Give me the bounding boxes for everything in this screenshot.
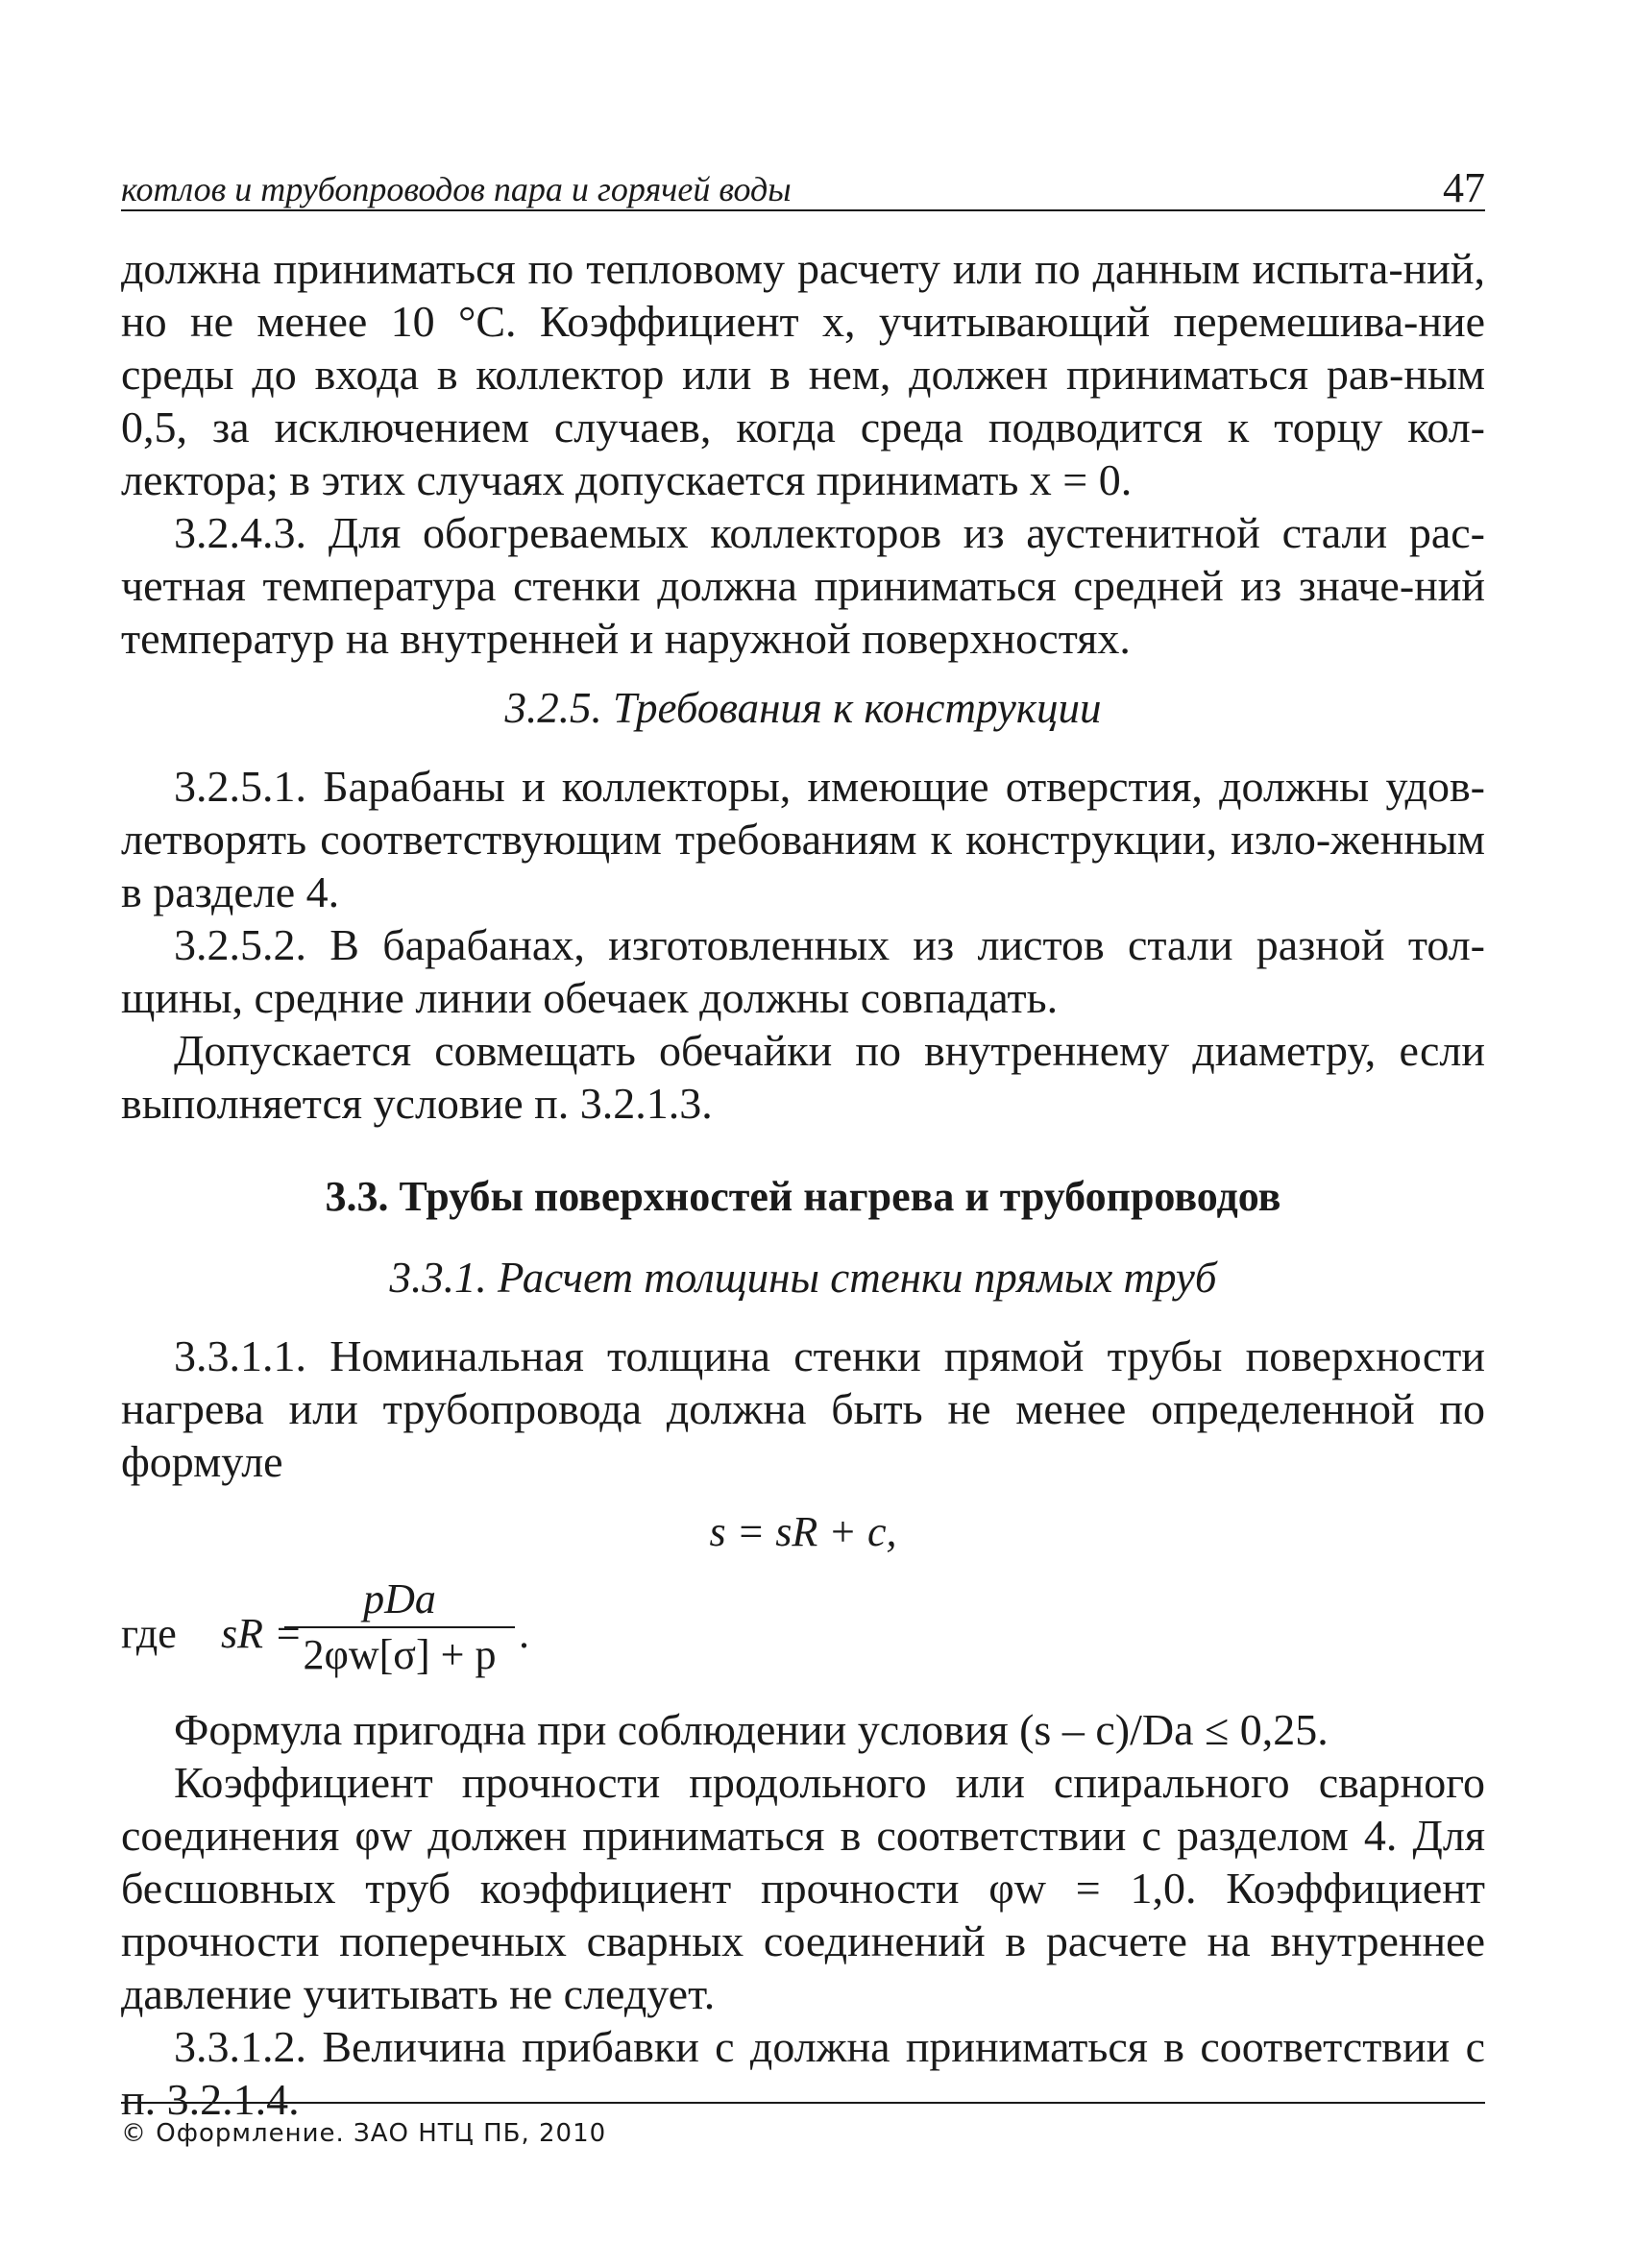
subsection-heading-3-2-5: 3.2.5. Требования к конструкции: [504, 684, 1102, 732]
formula-period: .: [519, 1610, 529, 1657]
paragraph-3-2-5-1: 3.2.5.1. Барабаны и коллекторы, имеющие отверстия, должны удов-летворять соответствующим требованиям к конструкции, изло-женным в разделе 4.: [121, 762, 1485, 916]
section-heading-3-3: 3.3. Трубы поверхностей нагрева и трубопроводов: [325, 1173, 1281, 1220]
footer-copyright: © Оформление. ЗАО НТЦ ПБ, 2010: [121, 2119, 607, 2148]
formula-wall-thickness: s = sR + c,: [709, 1508, 897, 1555]
subsection-heading-3-3-1: 3.3.1. Расчет толщины стенки прямых труб: [389, 1254, 1217, 1302]
paragraph-3-2-4-3: 3.2.4.3. Для обогреваемых коллекторов из аустенитной стали рас-четная температура стенки должна приниматься средней из значе-ний температур на внутренней и наружной поверхностях.: [121, 508, 1485, 663]
paragraph-continuation: должна приниматься по тепловому расчету или по данным испыта-ний, но не менее 10 °С. Коэффициент x, учитывающий перемешива-ние среды до входа в коллектор или в нем, должен приниматься рав-ным 0,5, за исключением случаев, когда среда подводится к торцу кол-лектора; в этих случаях допускается принимать x = 0.: [121, 244, 1485, 504]
paragraph-formula-condition: Формула пригодна при соблюдении условия (s – c)/Da ≤ 0,25.: [174, 1705, 1329, 1754]
running-title: котлов и трубопроводов пара и горячей воды: [121, 170, 792, 208]
paragraph-weld-coefficient: Коэффициент прочности продольного или спирального сварного соединения φw должен приниматься в соответствии с разделом 4. Для бесшовных труб коэффициент прочности φw = 1,0. Коэффициент прочности поперечных сварных соединений в расчете на внутреннее давление учитывать не следует.: [121, 1758, 1485, 2018]
page-number: 47: [1443, 164, 1485, 211]
fraction-denominator: 2φw[σ] + p: [303, 1631, 497, 1678]
paragraph-3-2-5-2: 3.2.5.2. В барабанах, изготовленных из листов стали разной тол-щины, средние линии обечаек должны совпадать.: [121, 920, 1485, 1022]
paragraph-3-3-1-1: 3.3.1.1. Номинальная толщина стенки прямой трубы поверхности нагрева или трубопровода должна быть не менее определенной по формуле: [121, 1331, 1485, 1486]
paragraph-3-3-1-2: 3.3.1.2. Величина прибавки c должна приниматься в соответствии с п. 3.2.1.4.: [121, 2022, 1485, 2124]
body-text: [121, 242, 1485, 2126]
document-page: [121, 0, 1485, 2268]
formula-lhs: sR =: [221, 1610, 303, 1657]
formula-fraction: [284, 1574, 515, 1682]
formula-design-thickness: [121, 1574, 1485, 1690]
paragraph-alignment-note: Допускается совмещать обечайки по внутреннему диаметру, если выполняется условие п. 3.2.1.3.: [121, 1026, 1485, 1128]
footer-rule: [121, 2102, 1485, 2104]
where-word: где: [121, 1610, 177, 1657]
fraction-numerator: pDa: [284, 1574, 515, 1628]
header-rule: [121, 209, 1485, 211]
